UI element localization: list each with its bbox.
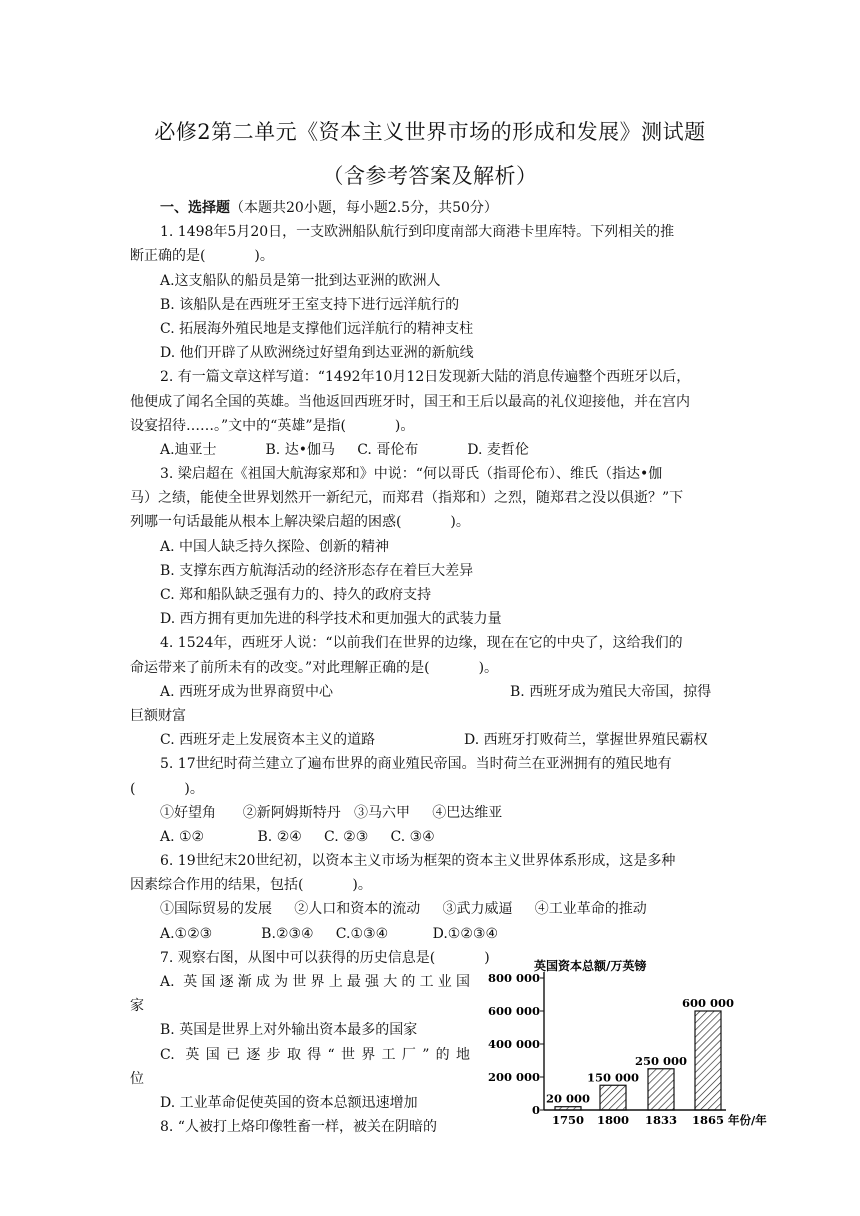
q1-stem-line2: 断正确的是( )。 [130, 248, 274, 265]
q3-option-c: C. 郑和船队缺乏强有力的、持久的政府支持 [160, 587, 432, 603]
q1-option-a: A.这支船队的船员是第一批到达亚洲的欧洲人 [160, 272, 441, 289]
capital-bar-chart [486, 956, 786, 1136]
chart-title: 英国资本总额/万英镑 [534, 959, 647, 973]
q2-stem-line2: 他便成了闻名全国的英雄。当他返回西班牙时，国王和王后以最高的礼仪迎接他，并在宫内 [130, 393, 690, 410]
q3-stem-line2: 马）之绩，能使全世界划然开一新纪元，而郑君（指郑和）之烈，随郑君之没以俱逝？”下 [130, 490, 684, 507]
q7-option-c-line2: 位 [130, 1070, 144, 1087]
q4-options-cd [130, 728, 730, 752]
q7-option-c-line1: C. 英国已逐步取得“世界工厂”的地 [160, 1046, 470, 1063]
y-tick-label: 200 000 [487, 1070, 540, 1084]
q4-option-c: C. 西班牙走上发展资本主义的道路 [160, 732, 376, 749]
q1-option-b: B. 该船队是在西班牙王室支持下进行远洋航行的 [160, 296, 460, 313]
q5-options: A. ①② B. ②④ C. ②③ C. ③④ [160, 828, 435, 845]
bar-value-label: 250 000 [634, 1053, 688, 1068]
chart-svg [486, 956, 786, 1136]
document-title: 必修2第二单元《资本主义世界市场的形成和发展》测试题 [154, 120, 706, 144]
section-heading [130, 196, 730, 220]
q4-stem-line1: 4. 1524年，西班牙人说：“以前我们在世界的边缘，现在在它的中央了，这给我们的 [160, 635, 683, 652]
q4-option-b-continued: 巨额财富 [130, 707, 186, 724]
q7-option-b: B. 英国是世界上对外输出资本最多的国家 [160, 1022, 418, 1039]
q7-stem: 7. 观察右图，从图中可以获得的历史信息是( ) [160, 949, 490, 966]
q4-option-d: D. 西班牙打败荷兰，掌握世界殖民霸权 [464, 732, 708, 749]
section-heading-bold: 一、选择题 [160, 200, 230, 216]
q2-stem-line1: 2. 有一篇文章这样写道：“1492年10月12日发现新大陆的消息传遍整个西班牙以后， [160, 369, 691, 386]
q2-stem-line3: 设宴招待……。”文中的“英雄”是指( )。 [130, 417, 415, 434]
y-tick-label: 600 000 [487, 1004, 540, 1018]
chart-bar [555, 1107, 581, 1110]
q2-options: A.迪亚士 B. 达•伽马 C. 哥伦布 D. 麦哲伦 [160, 441, 529, 458]
section-heading-rest: （本题共20小题，每小题2.5分，共50分） [230, 200, 498, 216]
q1-option-d: D. 他们开辟了从欧洲绕过好望角到达亚洲的新航线 [160, 345, 474, 362]
bar-value-label: 150 000 [586, 1070, 640, 1085]
q7-option-a-line2: 家 [130, 998, 144, 1015]
q1-stem-line1: 1. 1498年5月20日，一支欧洲船队航行到印度南部大商港卡里库特。下列相关的推 [160, 224, 675, 241]
x-tick-label: 1833 [644, 1113, 678, 1127]
q6-options: A.①②③ B.②③④ C.①③④ D.①②③④ [160, 925, 499, 942]
chart-bar [648, 1069, 674, 1110]
bar-value-label: 20 000 [545, 1091, 591, 1106]
x-axis-label: 年份/年 [728, 1113, 767, 1127]
q6-stem-line1: 6. 19世纪末20世纪初，以资本主义市场为框架的资本主义世界体系形成，这是多种 [160, 853, 676, 870]
x-tick-label: 1800 [596, 1113, 630, 1127]
q4-option-a: A. 西班牙成为世界商贸中心 [160, 683, 334, 700]
q4-stem-line2: 命运带来了前所未有的改变。”对此理解正确的是( )。 [130, 659, 499, 676]
q4-option-b: B. 西班牙成为殖民大帝国，掠得 [510, 683, 712, 700]
q3-option-b: B. 支撑东西方航海活动的经济形态存在着巨大差异 [160, 562, 474, 579]
q3-stem-line1: 3. 梁启超在《祖国大航海家郑和》中说：“何以哥氏（指哥伦布）、维氏（指达•伽 [160, 466, 663, 483]
y-tick-label: 800 000 [487, 971, 540, 985]
bar-value-label: 600 000 [681, 996, 735, 1010]
q8-stem-line1: 8. “人被打上烙印像牲畜一样，被关在阴暗的 [160, 1119, 437, 1136]
q6-stem-line2: 因素综合作用的结果，包括( )。 [130, 877, 372, 894]
q7-options-column [130, 970, 470, 1139]
x-tick-label: 1750 [551, 1113, 585, 1127]
q6-items: ①国际贸易的发展 ②人口和资本的流动 ③武力威逼 ④工业革命的推动 [160, 901, 647, 918]
q5-stem-line2: ( )。 [130, 780, 204, 797]
document-subtitle: （含参考答案及解析） [322, 164, 538, 188]
q1-option-c: C. 拓展海外殖民地是支撑他们远洋航行的精神支柱 [160, 320, 474, 337]
q5-stem-line1: 5. 17世纪时荷兰建立了遍布世界的商业殖民帝国。当时荷兰在亚洲拥有的殖民地有 [160, 756, 672, 773]
x-tick-label: 1865 [691, 1113, 725, 1127]
q5-items: ①好望角 ②新阿姆斯特丹 ③马六甲 ④巴达维亚 [160, 804, 503, 821]
y-tick-label: 0 [531, 1103, 540, 1117]
y-tick-label: 400 000 [487, 1037, 540, 1051]
chart-bar [695, 1011, 721, 1110]
chart-bar [600, 1085, 626, 1110]
q3-stem-line3: 列哪一句话最能从根本上解决梁启超的困惑( )。 [130, 514, 470, 531]
q7-option-d: D. 工业革命促使英国的资本总额迅速增加 [160, 1094, 418, 1111]
q3-option-d: D. 西方拥有更加先进的科学技术和更加强大的武装力量 [160, 611, 502, 628]
q3-option-a: A. 中国人缺乏持久探险、创新的精神 [160, 538, 390, 555]
q7-option-a-line1: A. 英国逐渐成为世界上最强大的工业国 [160, 974, 470, 990]
q4-options-ab [130, 680, 730, 704]
